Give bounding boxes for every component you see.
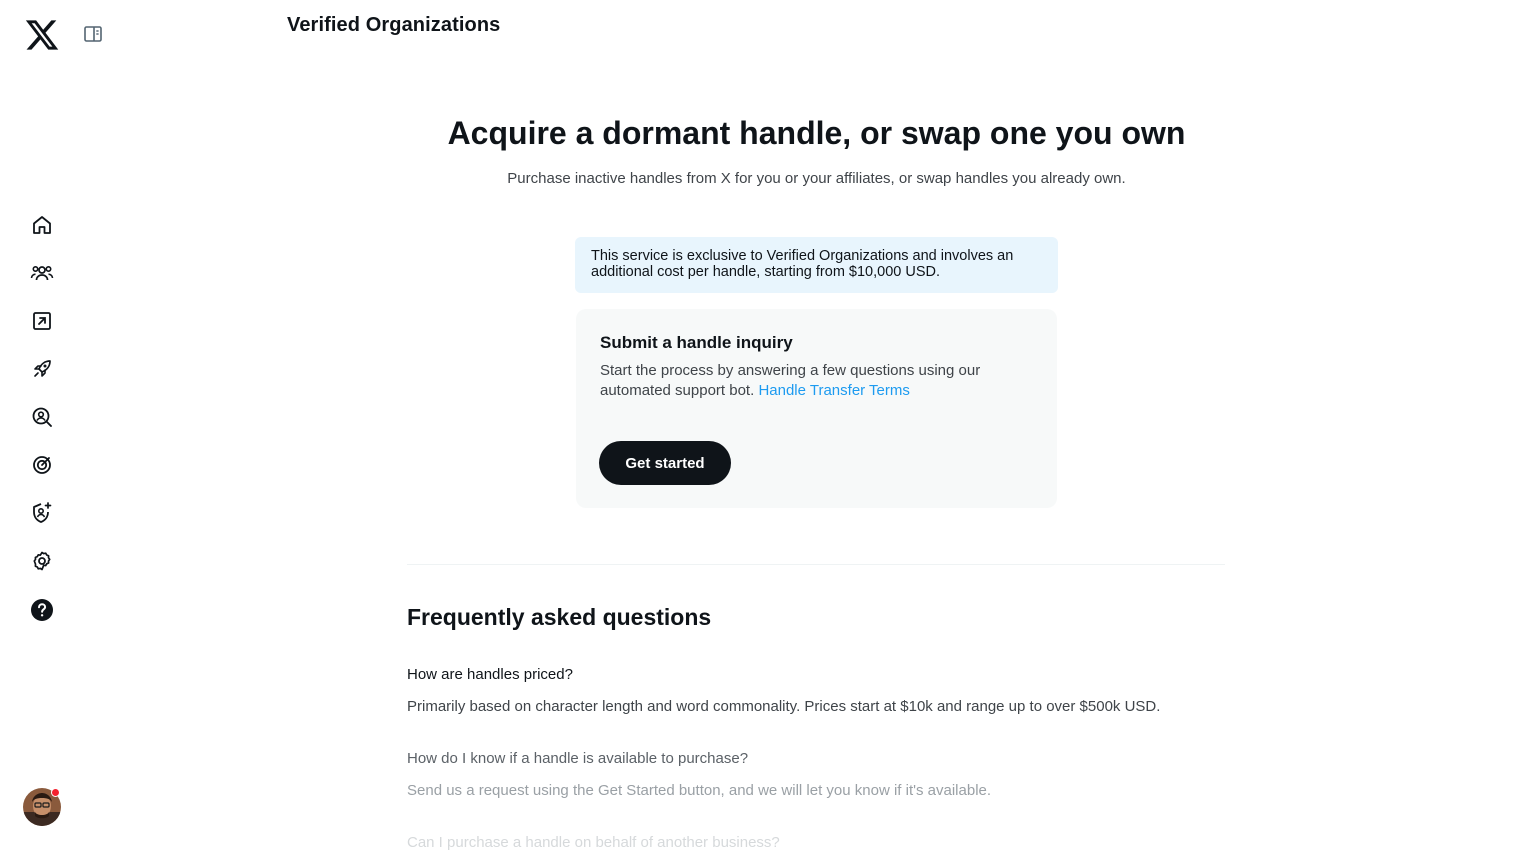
people-icon — [30, 261, 54, 285]
sidebar-toggle-icon[interactable] — [83, 25, 103, 43]
rocket-icon — [30, 357, 54, 381]
gear-icon — [30, 549, 54, 573]
faq-title: Frequently asked questions — [407, 604, 712, 630]
sidebar-item-people[interactable] — [28, 259, 56, 287]
card-description — [600, 361, 1030, 401]
sidebar-item-settings[interactable] — [28, 547, 56, 575]
divider — [407, 564, 1225, 565]
sidebar-item-help[interactable] — [28, 596, 56, 624]
help-icon — [30, 598, 54, 622]
page-title: Verified Organizations — [287, 14, 501, 36]
faq-question[interactable]: How do I know if a handle is available to purchase? — [407, 750, 749, 767]
sidebar-item-home[interactable] — [28, 211, 56, 239]
sidebar-item-target[interactable] — [28, 451, 56, 479]
card-text: Start the process by answering a few questions using our automated support bot. — [600, 362, 981, 399]
sidebar-item-rocket[interactable] — [28, 355, 56, 383]
external-link-icon — [30, 309, 54, 333]
hero-subtitle: Purchase inactive handles from X for you or your affiliates, or swap handles you already own. — [507, 170, 1126, 187]
sidebar-item-user-shield[interactable] — [28, 499, 56, 527]
faq-answer: Primarily based on character length and word commonality. Prices start at $10k and range up to over $500k USD. — [407, 698, 1161, 715]
sidebar-item-search-user[interactable] — [28, 403, 56, 431]
notice-line-2: additional cost per handle, starting from $10,000 USD. — [591, 264, 941, 280]
faq-question[interactable]: Can I purchase a handle on behalf of another business? — [407, 834, 780, 851]
home-icon — [30, 213, 54, 237]
avatar[interactable] — [23, 788, 61, 826]
card-title: Submit a handle inquiry — [600, 333, 793, 352]
notification-dot — [51, 788, 60, 797]
get-started-button[interactable]: Get started — [599, 441, 731, 485]
target-icon — [30, 453, 54, 477]
pricing-notice — [575, 237, 1058, 293]
shield-user-icon — [30, 501, 54, 525]
handle-transfer-terms-link[interactable]: Handle Transfer Terms — [758, 382, 910, 399]
inquiry-card — [576, 309, 1057, 508]
user-search-icon — [30, 405, 54, 429]
faq-question[interactable]: How are handles priced? — [407, 666, 573, 683]
hero-title: Acquire a dormant handle, or swap one you own — [447, 115, 1186, 151]
sidebar-item-external-link[interactable] — [28, 307, 56, 335]
notice-line-1: This service is exclusive to Verified Organizations and involves an — [591, 248, 1014, 264]
faq-answer: Send us a request using the Get Started button, and we will let you know if it's available. — [407, 782, 992, 799]
x-logo-icon[interactable] — [24, 17, 60, 53]
